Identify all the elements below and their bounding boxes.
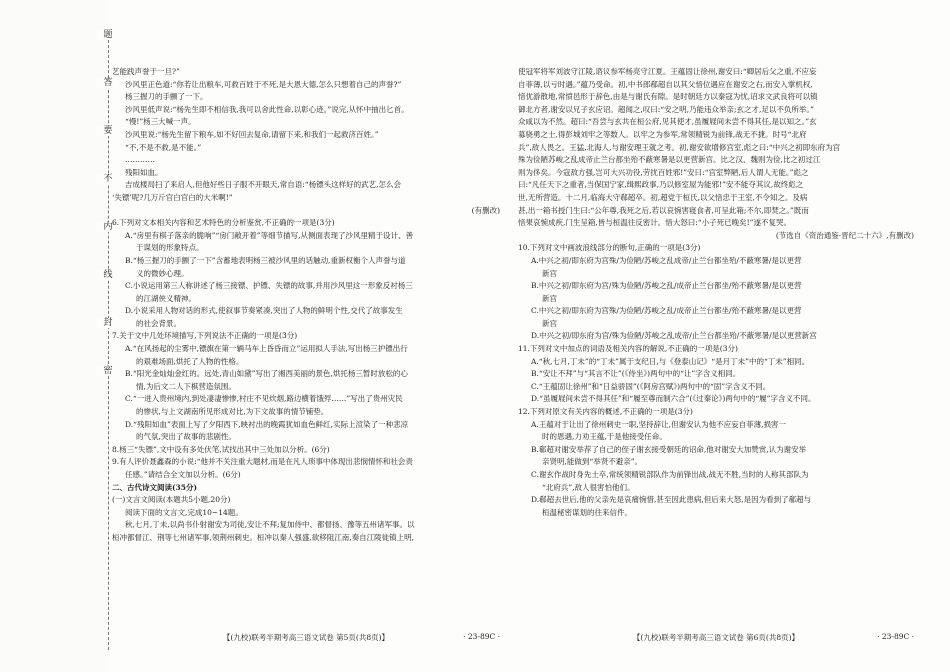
left-column-page-5 [112,66,500,545]
footer-title: 【(九校)联考半期考高三语文试卷 第6页(共8页)】 [632,633,800,642]
text-line: D.郗超去世后,他的父亲先是哀痛惋惜,甚至因此患病,但后来大怒,是因为看到了郗超与 [531,495,812,505]
text-line: 6.下列对文本相关内容和艺术特色的分析鉴赏,不正确的一项是(3分) [112,218,335,228]
text-line: 11.下列对文中加点的词语及相关内容的解说,不正确的一项是(3分) [518,344,738,354]
text-line: 桓温秘密谋划的往来信件。 [542,507,632,517]
footer-code: · 23-89C · [463,632,500,641]
text-line: 12.下列对原文有关内容的概述,不正确的一项是(3分) [518,407,693,417]
text-line: D.“虽履屐间未尝不得其任”和“履至尊而制六合”(《过秦论》)两句中的“履”字含义不同。 [531,394,816,404]
text-line: C.“王蕴固让徐州”和“日益骄固”(《阿房宫赋》)两句中的“固”字含义不同。 [531,381,771,391]
text-line: 二、古代诗文阅读(35分) [112,482,198,492]
text-line: C.小说运用第三人称讲述了杨三接镖、护镖、失镖的故事,并用沙风里这一形象反衬杨三 [125,281,413,291]
text-line: B.中兴之初/即东府为宫/殊为俭陋/苏峻之乱/成帝止兰台都坐/殆不蔽寒暑/是以更营 [531,281,802,291]
text-line: ………… [125,155,155,165]
text-line: 桓冲都督江、荆等七州诸军事,领荆州刺史。桓冲以秦人强盛,欲移阻江南,奏自江陵徙镇上明, [112,532,415,542]
text-line: (节选自《资治通鉴·晋纪二十六》,有删改) [775,230,914,240]
text-line: 残阳如血。 [125,167,163,177]
text-line: 时的恩遇,力劝王蕴,于是他接受任命。 [542,432,667,442]
text-line: 阅读下面的文言文,完成10~14题。 [125,507,243,517]
margin-char: 封 [96,318,120,328]
text-line: 艺能践声誉于一旦?” [112,67,180,76]
right-column-page-6 [518,66,914,519]
text-line: D.小说采用人物对话的形式,使叙事节奏紧凑,突出了人物的鲜明个性,交代了故事发生 [125,306,403,316]
text-line: 殊为俭陋苏峻之乱成帝止兰台都坐殆不蔽寒暑是以更营新宫。比之汉、魏则为俭,比之初过江 [518,155,821,165]
binding-margin [0,0,108,672]
margin-char: 答 [96,78,120,88]
text-line: B.郗超对谢安举荐了自己的侄子谢玄接受朝廷的诏命,他对谢安大加赞赏,认为谢安举 [531,444,807,454]
text-line: 的气氛,突出了故事的悲剧性。 [136,432,236,442]
text-line: 杨三握刀的手颤了一下。 [125,92,208,102]
margin-char: 要 [96,126,120,136]
text-line: (有删改) [471,205,500,215]
footer-code: · 23-89C · [877,632,914,641]
text-line: 众咸以为不然。超曰:“吾尝与玄共在桓公府,见其使才,虽履屐间未尝不得其任,是以知之。”玄 [518,117,817,127]
text-line: 愔优游散地,常愤邑形于辞色,由是与谢氏有隙。是时朝廷方以秦寇为忧,诏求文武良将可以镇 [518,92,818,102]
text-line: 情,为后文二人下棋营造氛围。 [136,381,236,391]
text-line: C.谢玄作战时身先士卒,常统领精锐部队作为前锋出战,战无不胜,当时的人称其部队为 [531,470,809,479]
text-line: 8.杨三“失镖”,文中设有多处伏笔,试找出其中三处加以分析。(6分) [112,444,330,454]
text-line: 的惨状,与上文湖南所见形成对比,为下文故事的情节铺垫。 [136,407,329,417]
text-line: ‘失镖’呢?几万斤官白官白的大米啊!” [112,192,233,202]
text-line: 则为侈矣。今寇敌方强,岂可大兴功役,劳扰百姓邪!”安曰:“宫室弊陋,后人谓人无能。”彪之 [518,167,809,177]
text-line: 9.有人评价聂鑫森的小说:“他并不关注重大题材,而是在凡人琐事中体现出悲悯情怀和社会责 [112,457,413,467]
text-line: D.“残阳如血”表面上写了夕阳西下,映衬出的晚霞犹如血色鲜红,实际上渲染了一种悲凉 [125,419,409,429]
text-line: D.中兴之初/即东府为宫/殊为俭陋/苏峻之乱成帝/止兰台都坐殆/不蔽寒暑/是以更营新宫 [531,331,817,341]
text-line: 吉成楼局扫了来启人,但他好些日子服不开眼天,常自语:“杨镖头这样好的武艺,怎么会 [125,180,402,190]
text-line: 曰:“凡任天下之重者,当保国宁家,缉熙政事,乃以修室屋为能邪!”安不能夺其议,故终彪之 [518,180,804,190]
text-line: 的江湖侠义精神。 [136,293,196,303]
text-line: 募骁勇之士,得彭城刘牢之等数人。以牢之为参军,常领精锐为前锋,战无不捷。时号“北府 [518,129,807,139]
text-line: C.中兴之初/即东府为宫殊/为俭陋/苏峻之乱/成帝止兰台都坐/殆不蔽寒暑/是以更营 [531,306,802,316]
text-line: 亲贤明,能做到“举贤不避亲”。 [542,457,643,467]
text-line: A.“在风扬起的尘雾中,镖旗在第一辆马车上昏昏而立”运用拟人手法,写出杨三护镖出行 [125,344,408,354]
margin-char: 密 [96,366,120,376]
margin-char: 不 [96,174,120,184]
text-line: 沙风里低声说:“杨先生即不相信我,我可以舍此性命,以彰心迹。”说完,从怀中抽出匕首。 [125,104,409,114]
margin-char: 内 [96,222,120,232]
text-line: “不,不是不救,是不能。” [125,142,202,152]
text-line: B.“杨三握刀的手颤了一下”含蓄地表明杨三被沙风里的话触动,重新权衡个人声誉与道 [125,255,406,265]
text-line: 10.下列对文中画波浪线部分的断句,正确的一项是(3分) [518,243,701,253]
margin-char: 题 [96,30,120,40]
text-line: 沙风里说:“杨先生留下粮车,如不好回去复命,请留下来,和我们一起救济百姓。” [125,129,379,139]
text-line: 愔果哀惋成疾,门生呈箱,皆与桓温往反密计。愔大怒曰:“小子死已晚矣!”遂不复哭。 [518,218,791,228]
text-line: A.中兴之初/即东府为宫殊/为俭陋/苏峻之乱成帝/止兰台都坐殆/不蔽寒暑/是以更营 [531,255,802,265]
text-line: 自菲薄,以亏时遇。”蕴乃受命。初,中书郎郗超自以其父愔位遇应在谢安之右,而安入掌机权, [518,79,813,89]
text-line: A.“秋,七月,丁未”的“丁未”属于支纪日,与《登泰山记》“是月丁未”中的“丁未”相同。 [531,356,810,366]
text-line: 的社会背景。 [136,318,181,328]
text-line: C.“一进入贵州境内,到处凄凄惨惨,村庄不见炊烟,路边横着饿殍……”写出了贵州灾民 [125,394,403,404]
margin-char: 线 [96,270,120,280]
text-line: 使冠军将军刘波守江陵,谘议参军杨亮守江夏。王蕴固让徐州,谢安曰:“卿居后父之重,不应妄 [518,67,817,76]
text-line: 义的微妙心理。 [136,268,189,278]
text-line: 甚,出一箱书授门生曰:“公年尊,我死之后,若以哀惋害寝食者,可呈此箱;不尔,即焚之。”既而 [518,205,809,215]
text-line: “慢!”杨三大喊一声。 [125,117,196,127]
text-line: 新宫 [542,293,557,303]
text-line: 于谋划的形象特点。 [136,243,204,253]
text-line: (一)文言文阅读(本题共5小题,20分) [112,495,231,505]
text-line: 沙风里正色道:“你若让出粮车,可救百姓于不死,是大恩大德,怎么只想着自己的声誉?” [125,79,402,89]
text-line: A.“房里有棋子落亲的脆响”“房门敞开着”等细节描写,从侧面表现了沙风里精于设计、善 [125,230,414,240]
text-line: “北府兵”,敌人很害怕他们。 [542,482,635,492]
text-line: 新宫 [542,318,557,328]
text-line: 世,无所营造。十二月,临海大守郗超卒。初,超党于桓氏,以父愔忠于王室,不令知之。及病 [518,192,808,202]
text-line: 御北方者,谢安以兄子玄应诏。超闻之,叹曰:“安之明,乃能违众举亲;玄之才,足以不负所举。” [518,104,815,114]
text-line: 秋,七月,丁未,以尚书仆射谢安为司徒,安让不拜;复加侍中、都督扬、豫等五州诸军事。以 [125,520,415,530]
text-line: 7.关于文中几处环境描写,下列说法不正确的一项是(3分) [112,331,298,341]
text-line: B.“阳光金灿灿金红的。远处,青山如黛”写出了湘西美丽的景色,烘托杨三暂时放松的心 [125,369,408,379]
text-line: 任感。”请结合全文加以分析。(6分) [125,470,241,479]
text-line: A.王蕴对于让出了徐州刺史一职,坚持辞让,但谢安认为他不应妄自菲薄,损害一 [531,419,786,429]
text-line: 兵”,敌人畏之。王猛,北海人,与谢安理王就之考。初,谢安欲增修宫室,彪之曰:“中兴之初即东府为宫 [518,142,841,152]
footer-title: 【(九校)联考半期考高三语文试卷 第5页(共8页)】 [222,633,390,642]
text-line: 的艰难场面,烘托了人物的性格。 [136,356,244,366]
text-line: 新宫 [542,268,557,278]
text-line: B.“安让不拜”与“其言不让”(《侍坐》)两句中的“让”字含义相同。 [531,369,741,379]
